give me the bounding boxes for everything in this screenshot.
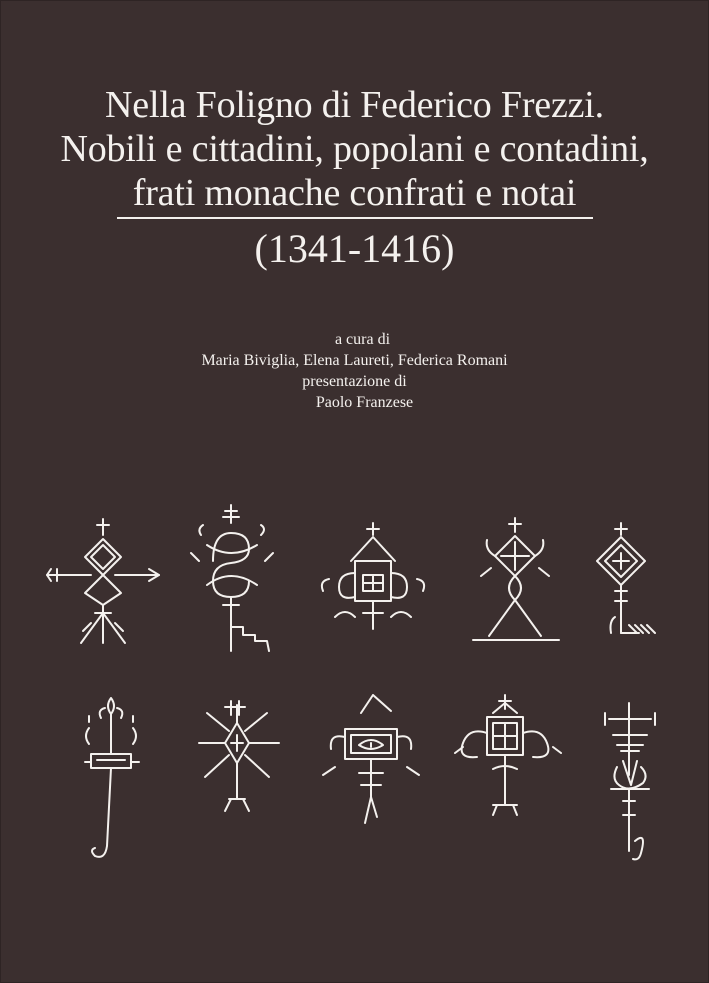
presented-by-label: presentazione di	[302, 373, 407, 390]
title-line-2: Nobili e cittadini, popolani e contadini,	[60, 128, 649, 170]
notary-mark-double-cross-icon	[597, 701, 667, 866]
credits	[1, 329, 708, 413]
notary-mark-house-icon	[315, 521, 435, 636]
presenter: Paolo Franzese	[315, 394, 414, 411]
notary-mark-star-icon	[467, 516, 567, 646]
notary-mark-cross-icon	[41, 513, 166, 648]
notary-mark-fleur-icon	[77, 696, 147, 866]
title-line-1: Nella Foligno di Federico Frezzi.	[105, 84, 604, 126]
notary-mark-eye-icon	[321, 693, 421, 833]
editors: Maria Biviglia, Elena Laureti, Federica Romani	[201, 352, 508, 369]
notary-mark-diamond-icon	[581, 521, 671, 646]
notary-mark-sunburst-icon	[197, 699, 283, 814]
title-rule	[117, 217, 593, 219]
title-block	[1, 83, 708, 271]
title-line-3: frati monache confrati e notai	[132, 172, 577, 214]
curated-by-label: a cura di	[334, 331, 391, 348]
years: (1341-1416)	[254, 226, 455, 271]
notary-mark-banner-icon	[453, 693, 563, 818]
notary-mark-knot-icon	[187, 501, 287, 656]
